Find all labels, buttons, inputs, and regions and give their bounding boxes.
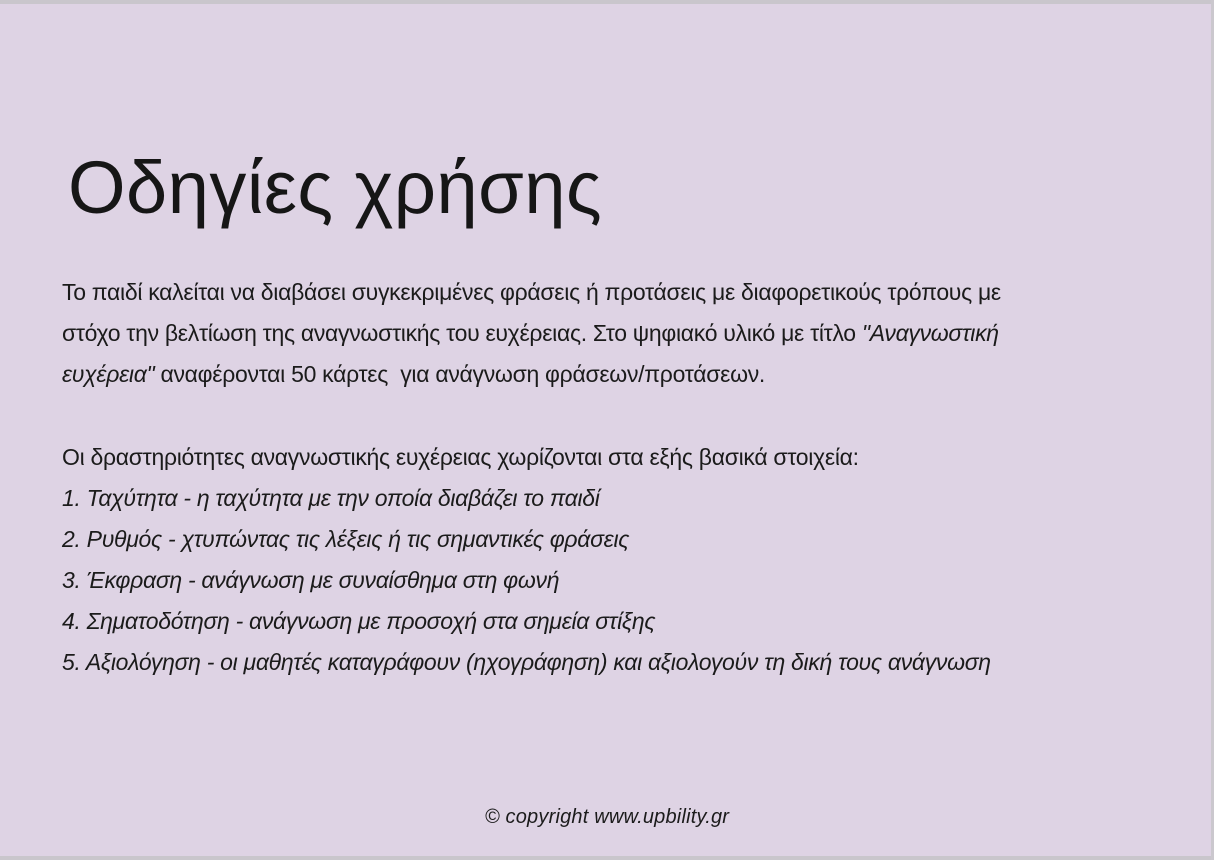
page-content (62, 272, 1146, 683)
list-item-evaluation: 5. Αξιολόγηση - οι μαθητές καταγράφουν (ηχογράφηση) και αξιολογούν τη δική τους ανάγνωση (62, 649, 991, 675)
top-edge-strip (0, 0, 1214, 4)
elements-list-section (62, 437, 1146, 683)
intro-paragraph: Το παιδί καλείται να διαβάσει συγκεκριμένες φράσεις ή προτάσεις με διαφορετικούς τρόπους με στόχο την βελτίωση της αναγνωστικής του ευχέρειας. Στο ψηφιακό υλικό με τίτλο "Αναγνωστική ευχέρεια" αναφέρονται 50 κάρτες για ανάγνωση φράσεων/προτάσεων. (62, 279, 1001, 387)
list-item-expression: 3. Έκφραση - ανάγνωση με συναίσθημα στη φωνή (62, 567, 560, 593)
list-intro: Οι δραστηριότητες αναγνωστικής ευχέρειας χωρίζονται στα εξής βασικά στοιχεία: (62, 444, 859, 470)
list-item-rhythm: 2. Ρυθμός - χτυπώντας τις λέξεις ή τις σημαντικές φράσεις (62, 526, 630, 552)
list-item-speed: 1. Ταχύτητα - η ταχύτητα με την οποία διαβάζει το παιδί (62, 485, 600, 511)
bottom-edge-strip (0, 856, 1214, 860)
list-item-signaling: 4. Σηματοδότηση - ανάγνωση με προσοχή στα σημεία στίξης (62, 608, 656, 634)
copyright-footer: © copyright www.upbility.gr (484, 806, 730, 828)
page-title: Οδηγίες χρήσης (68, 145, 603, 229)
